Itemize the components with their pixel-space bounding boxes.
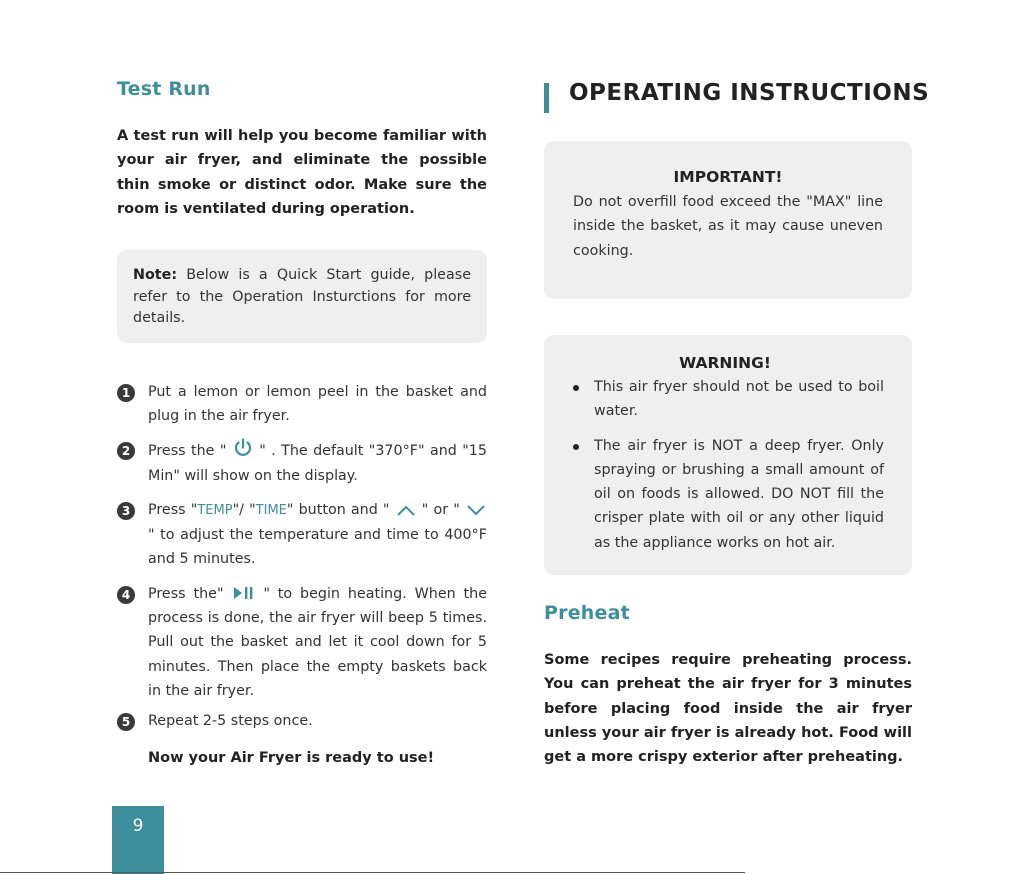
test-run-intro: A test run will help you become familiar with your air fryer, and eliminate the possible thin smoke or distinct odor. Make sure the room is ventilated during operation. <box>117 128 487 217</box>
step-number-4: 4 <box>117 586 135 604</box>
warning-box <box>544 335 912 575</box>
warning-item: The air fryer is NOT a deep fryer. Only spraying or brushing a small amount of oil on foods is allowed. DO NOT fill the crisper plate with oil or any other liquid as the appliance works on hot air. <box>566 434 884 555</box>
steps-list <box>117 380 487 734</box>
step-2-post: " . The default "370°F" and "15 Min" will show on the display. <box>148 443 488 484</box>
warning-title: WARNING! <box>679 354 771 372</box>
preheat-title: Preheat <box>544 602 630 624</box>
play-pause-icon <box>231 585 255 601</box>
ready-message: Now your Air Fryer is ready to use! <box>148 749 435 766</box>
bottom-rule <box>0 872 745 873</box>
arrow-down-icon <box>465 503 487 517</box>
page-number: 9 <box>132 816 144 836</box>
step-number-5: 5 <box>117 713 135 731</box>
step-number-1: 1 <box>117 384 135 402</box>
step-3 <box>117 498 487 572</box>
step-3-text-b: "/ " <box>232 501 256 518</box>
step-3-text-e: " to adjust the temperature and time to 400°F and 5 minutes. <box>148 527 487 568</box>
temp-label: TEMP <box>197 502 233 518</box>
step-2 <box>117 438 487 488</box>
preheat-text: Some recipes require preheating process. You can preheat the air fryer for 3 minutes before placing food inside the air fryer unless your air fryer is already hot. Food will get a more crispy exterior after preheating. <box>544 652 912 766</box>
operating-instructions-section <box>544 80 930 769</box>
operating-heading: OPERATING INSTRUCTIONS <box>569 80 930 106</box>
step-5-text: Repeat 2-5 steps once. <box>148 713 313 730</box>
test-run-section <box>117 78 487 766</box>
arrow-up-icon <box>395 503 417 517</box>
page-number-tab <box>112 806 164 874</box>
heading-accent-bar <box>544 83 549 113</box>
step-3-text-a: Press " <box>148 501 198 518</box>
warning-list <box>566 375 884 555</box>
note-box <box>117 250 487 343</box>
step-1 <box>117 380 487 429</box>
step-4 <box>117 582 487 703</box>
step-4-post: " to begin heating. When the process is done, the air fryer will beep 5 times. Pull out the basket and let it cool down for 5 minutes. Then place the empty baskets back in the air fryer. <box>148 585 488 699</box>
operating-heading-row <box>544 80 930 120</box>
important-box <box>544 141 912 299</box>
step-1-text: Put a lemon or lemon peel in the basket and plug in the air fryer. <box>148 383 487 424</box>
warning-item: This air fryer should not be used to boil water. <box>566 375 884 424</box>
important-text: Do not overfill food exceed the "MAX" line inside the basket, as it may cause uneven cooking. <box>573 194 883 259</box>
test-run-title: Test Run <box>117 78 211 100</box>
step-3-text-d: " or " <box>421 501 460 518</box>
note-text: Below is a Quick Start guide, please refer to the Operation Insturctions for more details. <box>133 267 471 327</box>
important-title: IMPORTANT! <box>673 168 783 186</box>
step-3-text-c: " button and " <box>286 501 390 518</box>
note-label: Note: <box>133 267 178 284</box>
step-number-2: 2 <box>117 442 135 460</box>
power-icon <box>232 438 254 458</box>
step-4-pre: Press the" <box>148 585 224 602</box>
step-5 <box>117 709 487 733</box>
time-label: TIME <box>255 502 287 518</box>
step-2-pre: Press the " <box>148 443 227 460</box>
step-number-3: 3 <box>117 502 135 520</box>
